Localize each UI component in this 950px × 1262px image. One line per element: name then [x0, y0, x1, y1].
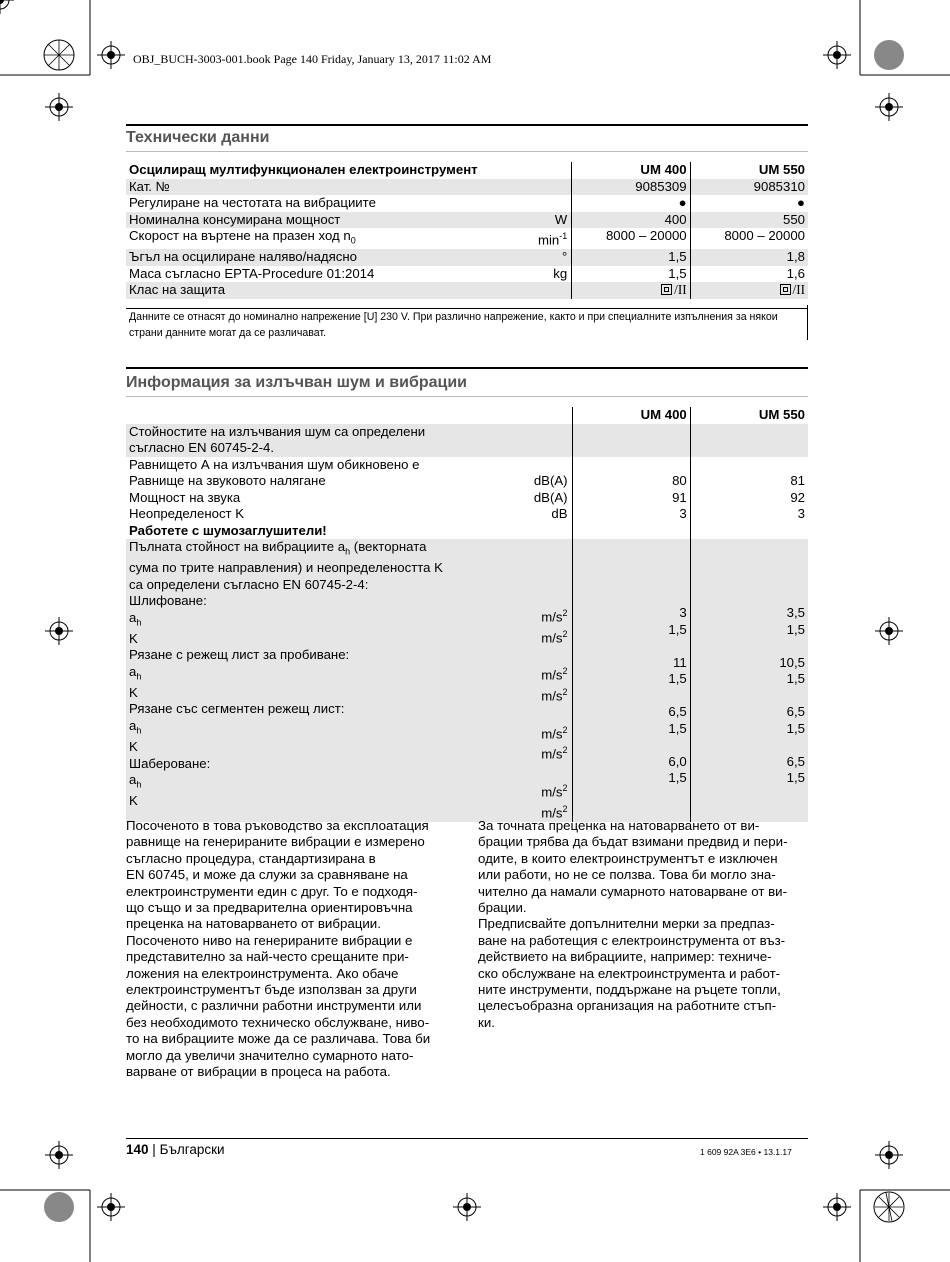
table-row: Ъгъл на осцилиране наляво/надясно ° 1,5 1,8 — [126, 249, 808, 266]
section-title-noise: Информация за излъчван шум и вибрации — [126, 374, 467, 391]
table-row: Кат. № 9085309 9085310 — [126, 179, 808, 196]
tech-model-1: UM 400 — [572, 162, 690, 179]
tech-table — [126, 162, 808, 299]
body-left-column: Посоченото в това ръководство за експлоатация равнище на генерираните вибрации е измерено съгласно процедура, стандартизирана в EN 60745, и може да служи за сравняване на електроинструменти един с друг. То е подходя- що също и за предварителна ориентировъчна преценка на натоварването от вибрации. Посоченото ниво на генерираните вибрации е представително за най-често срещаните при- ложения на електроинструмента. Ако обаче електроинструментът бъде използван за други дейности, с различни работни инструменти или без необходимото техническо обслужване, ниво- то на вибрациите може да се различава. Това би могло да увеличи значително сумарното нато- варване от вибрации в процеса на работа. — [126, 818, 431, 1080]
table-row: Клас на защита /II /II — [126, 282, 808, 299]
body-right-column: За точната преценка на натоварването от ви- брации трябва да бъдат взимани предвид и пери- одите, в които електроинструментът е изключен или работи, но не се ползва. Това би могло зна- чително да намали сумарното натоварване от ви- брации. Предписвайте допълнителни мерки за предпаз- ване на работещия с електроинструмента от въз- действието на вибрациите, например: техниче- ско обслужване на електроинструмента и работ- ните инструменти, поддържане на ръцете топли, целесъобразна организация на работните стъп- ки. — [478, 818, 788, 1030]
table-row: Равнището А на излъчвания шум обикновено е Равнище на звуковото налягане Мощност на звука Неопределеност K Работете с шумозаглушители! dB(A) dB(A) dB 80 91 3 81 92 3 — [129, 456, 805, 538]
noise-model-2: UM 550 — [758, 407, 805, 422]
language-label: Български — [159, 1142, 225, 1157]
tech-model-2: UM 550 — [758, 162, 805, 177]
doc-code: 1 609 92A 3E6 • 13.1.17 — [700, 1147, 792, 1157]
noise-model-1: UM 400 — [572, 407, 690, 424]
tech-col-header: Осцилиращ мултифункционален електроинструмент — [129, 162, 478, 177]
table-row: Маса съгласно EPTA-Procedure 01:2014 kg 1,5 1,6 — [129, 265, 805, 281]
table-row: Пълната стойност на вибрациите $a_h$ (векторната сума по трите направления) и неопределеността K са определени съгласно EN 60745-2-4: Шлифоване: $a_h$ K Рязане с режещ лист за пробиване: $a_h$ K Рязане със сегментен режещ лист: $a_h$ K Шабероване: $a_h$ K $m/s^2$ $m/s^2$ $m/s^2$ $m/s^2$ $m/s^2$ $m/s^2$ $m/s^2$ $m/s^2$ 3 1,5 11 1,5 6,5 1,5 6,0 1,5 3,5 1,5 10,5 1,5 6,5 1,5 6,5 1,5 — [126, 539, 808, 822]
table-row: Скорост на въртене на празен ход $n_0$ $\min^{-1}$ 8000 – 20000 8000 – 20000 — [129, 228, 805, 248]
file-info-line: OBJ_BUCH-3003-001.book Page 140 Friday, January 13, 2017 11:02 AM — [133, 52, 492, 66]
page-footer: 140 | Български — [126, 1142, 225, 1157]
table-row: Стойностите на излъчвания шум са определени съгласно EN 60745-2-4. — [126, 424, 808, 457]
protection-class-icon — [661, 284, 672, 295]
page-number: 140 — [126, 1142, 149, 1157]
table-row: Регулиране на честотата на вибрациите ● ● — [129, 195, 805, 210]
section-title-tech: Технически данни — [126, 129, 270, 146]
protection-class-icon — [780, 284, 791, 295]
tech-note: Данните се отнасят до номинално напрежение [U] 230 V. При различно напрежение, както и при специалните изпълнения за някои страни данните могат да се различават. — [129, 311, 778, 339]
table-row: Номинална консумирана мощност W 400 550 — [126, 212, 808, 229]
noise-table — [126, 407, 808, 822]
